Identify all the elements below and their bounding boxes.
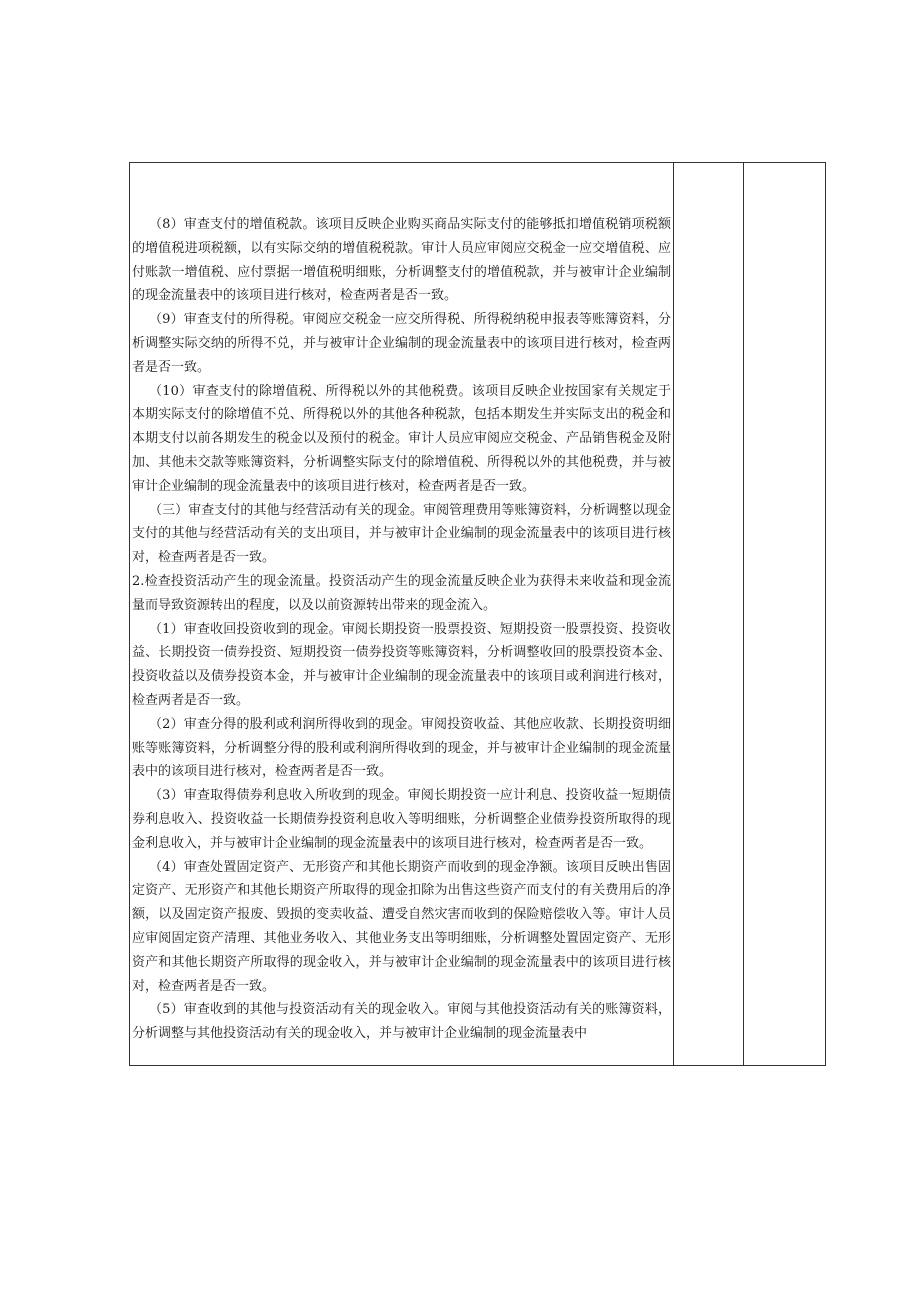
procedure-text-cell bbox=[130, 213, 674, 1046]
paragraph-2-dividends: （2）审查分得的股利或利润所得收到的现金。审阅投资收益、其他应收款、长期投资明细账等账簿资料，分析调整分得的股利或利润所得收到的现金，并与被审计企业编制的现金流量表中的该项目进行核对，检查两者是否一致。 bbox=[132, 716, 671, 780]
paragraph-2-investing-activities: 2.检查投资活动产生的现金流量。投资活动产生的现金流量反映企业为获得未来收益和现金流量而导致资源转出的程度，以及以前资源转出带来的现金流入。 bbox=[132, 573, 671, 613]
paragraph-9-income-tax: （9）审查支付的所得税。审阅应交税金一应交所得税、所得税纳税申报表等账簿资料，分析调整实际交纳的所得不兑，并与被审计企业编制的现金流量表中的该项目进行核对，检查两者是否一致。 bbox=[132, 312, 671, 375]
paragraph-8-vat: （8）审查支付的增值税款。该项目反映企业购买商品实际支付的能够抵扣增值税销项税额的增值税进项税额，以有实际交纳的增值税税款。审计人员应审阅应交税金一应交增值税、应付账款一增值税、应付票据一增值税明细账，分析调整支付的增值税款，并与被审计企业编制的现金流量表中的该项目进行核对，检查两者是否一致。 bbox=[132, 217, 671, 304]
review-column-cell bbox=[674, 163, 743, 1065]
paragraph-10-other-taxes: （10）审查支付的除增值税、所得税以外的其他税费。该项目反映企业按国家有关规定于本期实际支付的除增值不兑、所得税以外的其他各种税款，包括本期发生并实际支出的税金和本期支付以前各期发生的税金以及预付的税金。审计人员应审阅应交税金、产品销售税金及附加、其他未交款等账簿资料，分析调整实际支付的除增值税、所得税以外的其他税费，并与被审计企业编制的现金流量表中的该项目进行核对，检查两者是否一致。 bbox=[132, 383, 671, 494]
paragraph-3-bond-interest: （3）审查取得债券利息收入所收到的现金。审阅长期投资一应计利息、投资收益一短期债券利息收入、投资收益一长期债券投资利息收入等明细账，分析调整企业债券投资所取得的现金利息收入，并与被审计企业编制的现金流量表中的该项目进行核对，检查两者是否一致。 bbox=[132, 788, 671, 851]
paragraph-4-asset-disposal: （4）审查处置固定资产、无形资产和其他长期资产而收到的现金净额。该项目反映出售固定资产、无形资产和其他长期资产所取得的现金扣除为出售这些资产而支付的有关费用后的净额，以及固定资产报废、毁损的变卖收益、遭受自然灾害而收到的保险赔偿收入等。审计人员应审阅固定资产清理、其他业务收入、其他业务支出等明细账，分析调整处置固定资产、无形资产和其他长期资产所取得的现金收入，并与被审计企业编制的现金流量表中的该项目进行核对，检查两者是否一致。 bbox=[132, 859, 671, 994]
paragraph-5-other-investing-cash: （5）审查收到的其他与投资活动有关的现金收入。审阅与其他投资活动有关的账簿资料，分析调整与其他投资活动有关的现金收入，并与被审计企业编制的现金流量表中 bbox=[132, 1002, 671, 1042]
notes-column-cell bbox=[744, 163, 825, 1065]
audit-procedure-table bbox=[129, 162, 826, 1066]
paragraph-1-investment-recovery: （1）审查收回投资收到的现金。审阅长期投资一股票投资、短期投资一股票投资、投资收益、长期投资一债券投资、短期投资一债券投资等账簿资料，分析调整收回的股票投资本金、投资收益以及债券投资本金，并与被审计企业编制的现金流量表中的该项目或利润进行核对，检查两者是否一致。 bbox=[132, 621, 671, 708]
paragraph-3-other-operating-cash: （三）审查支付的其他与经营活动有关的现金。审阅管理费用等账簿资料，分析调整以现金支付的其他与经营活动有关的支出项目，并与被审计企业编制的现金流量表中的该项目进行核对，检查两者是否一致。 bbox=[132, 502, 671, 566]
